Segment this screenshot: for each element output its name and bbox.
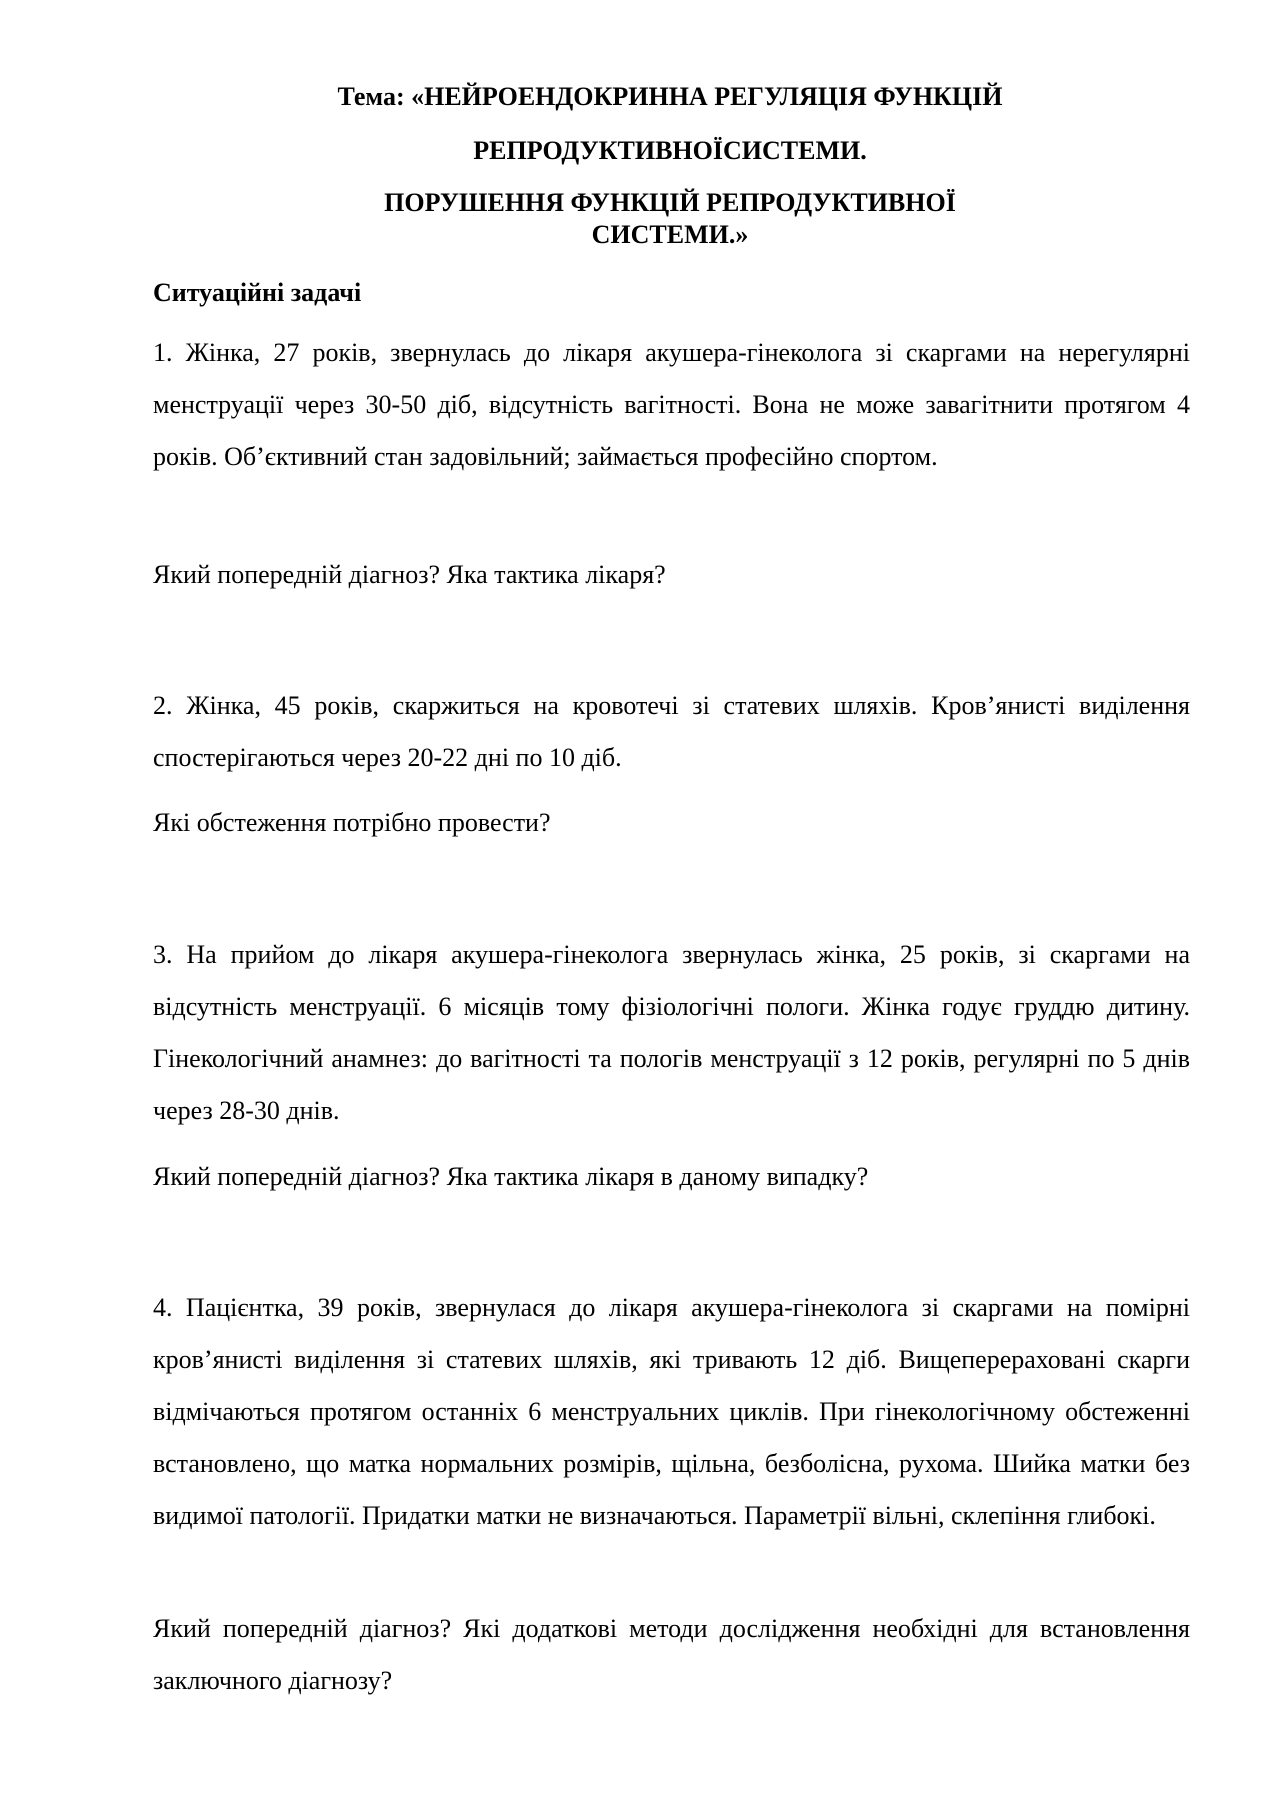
task-2-text: 2. Жінка, 45 років, скаржиться на кровотечі зі статевих шляхів. Кров’янисті виділення спостерігаються через 20-22 дні по 10 діб. (153, 691, 1190, 772)
title-line-2: РЕПРОДУКТИВНОЇСИСТЕМИ. (473, 136, 867, 165)
title-line-3: ПОРУШЕННЯ ФУНКЦІЙ РЕПРОДУКТИВНОЇ (384, 188, 956, 217)
task-4-question: Який попередній діагноз? Які додаткові методи дослідження необхідні для встановлення заключного діагнозу? (153, 1614, 1190, 1695)
section-heading: Ситуаційні задачі (153, 278, 362, 307)
task-4-text: 4. Пацієнтка, 39 років, звернулася до лікаря акушера-гінеколога зі скаргами на помірні кров’янисті виділення зі статевих шляхів, які тривають 12 діб. Вищеперераховані скарги відмічаються протягом останніх 6 менструальних циклів. При гінекологічному обстеженні встановлено, що матка нормальних розмірів, щільна, безболісна, рухома. Шийка матки без видимої патології. Придатки матки не визначаються. Параметрії вільні, склепіння глибокі. (153, 1293, 1190, 1530)
title-line-4: СИСТЕМИ.» (591, 220, 749, 249)
task-3-question: Який попередній діагноз? Яка тактика лікаря в даному випадку? (153, 1162, 869, 1191)
task-1-question: Який попередній діагноз? Яка тактика лікаря? (153, 560, 666, 589)
task-1-text: 1. Жінка, 27 років, звернулась до лікаря акушера-гінеколога зі скаргами на нерегулярні менструації через 30-50 діб, відсутність вагітності. Вона не може завагітнити протягом 4 років. Об’єктивний стан задовільний; займається професійно спортом. (153, 338, 1190, 471)
title-line-1: Тема: «НЕЙРОЕНДОКРИННА РЕГУЛЯЦІЯ ФУНКЦІЙ (337, 82, 1003, 111)
task-3-text: 3. На прийом до лікаря акушера-гінеколога звернулась жінка, 25 років, зі скаргами на відсутність менструації. 6 місяців тому фізіологічні пологи. Жінка годує груддю дитину. Гінекологічний анамнез: до вагітності та пологів менструації з 12 років, регулярні по 5 днів через 28-30 днів. (153, 940, 1190, 1125)
task-2-question: Які обстеження потрібно провести? (153, 808, 551, 837)
